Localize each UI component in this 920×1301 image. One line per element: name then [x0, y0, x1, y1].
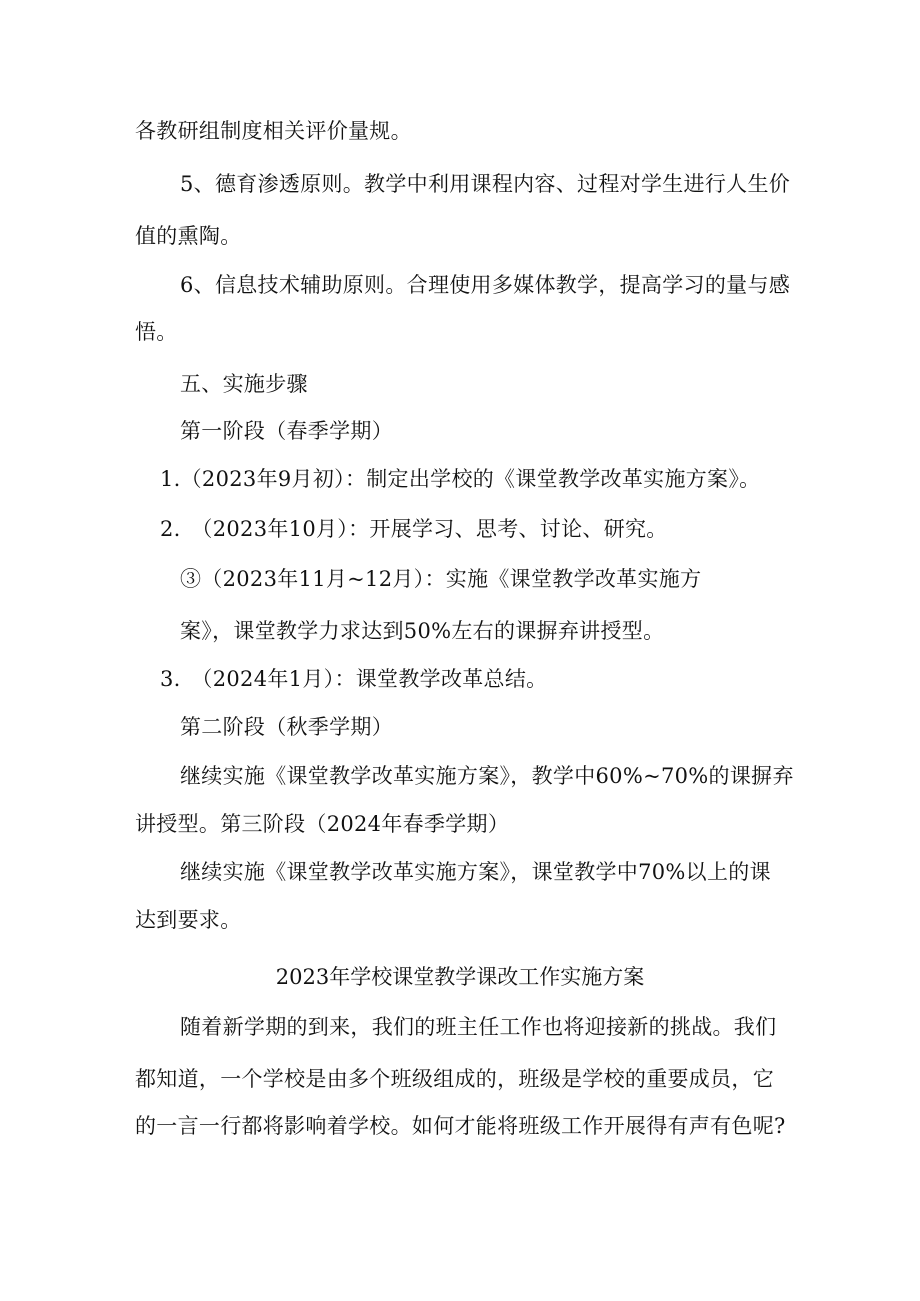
- stage-three-body-line-1: 继续实施《课堂教学改革实施方案》，课堂教学中70%以上的课: [180, 860, 771, 884]
- intro-paragraph-line-3: 的一言一行都将影响着学校。如何才能将班级工作开展得有声有色呢?: [135, 1114, 786, 1138]
- document-section-title: 2023年学校课堂教学课改工作实施方案: [275, 965, 645, 989]
- stage-two-body-line-2: 讲授型。第三阶段（2024年春季学期）: [135, 812, 510, 836]
- paragraph-line-3: 值的熏陶。: [135, 224, 242, 248]
- intro-paragraph-line-2: 都知道，一个学校是由多个班级组成的，班级是学校的重要成员，它: [135, 1067, 774, 1091]
- step-circled-3-continuation: 案》，课堂教学力求达到50%左右的课摒弃讲授型。: [180, 619, 665, 643]
- step-1-line: 1.（2023年9月初）：制定出学校的《课堂教学改革实施方案》。: [160, 467, 761, 491]
- step-circled-3-line: ③（2023年11月~12月）：实施《课堂教学改革实施方: [180, 567, 702, 591]
- stage-one-heading: 第一阶段（春季学期）: [180, 419, 393, 443]
- step-3-line: 3. （2024年1月）：课堂教学改革总结。: [160, 667, 548, 691]
- intro-paragraph-line-1: 随着新学期的到来，我们的班主任工作也将迎接新的挑战。我们: [180, 1015, 777, 1039]
- section-heading-steps: 五、实施步骤: [180, 372, 308, 396]
- paragraph-line-5: 悟。: [135, 320, 178, 344]
- stage-three-body-line-2: 达到要求。: [135, 908, 242, 932]
- paragraph-line-2: 5、德育渗透原则。教学中利用课程内容、过程对学生进行人生价: [180, 172, 791, 196]
- paragraph-line-1: 各教研组制度相关评价量规。: [135, 119, 412, 143]
- paragraph-line-4: 6、信息技术辅助原则。合理使用多媒体教学，提高学习的量与感: [180, 273, 791, 297]
- stage-two-heading: 第二阶段（秋季学期）: [180, 715, 393, 739]
- step-2-line: 2. （2023年10月）：开展学习、思考、讨论、研究。: [160, 517, 668, 541]
- stage-two-body-line-1: 继续实施《课堂教学改革实施方案》，教学中60%~70%的课摒弃: [180, 764, 794, 788]
